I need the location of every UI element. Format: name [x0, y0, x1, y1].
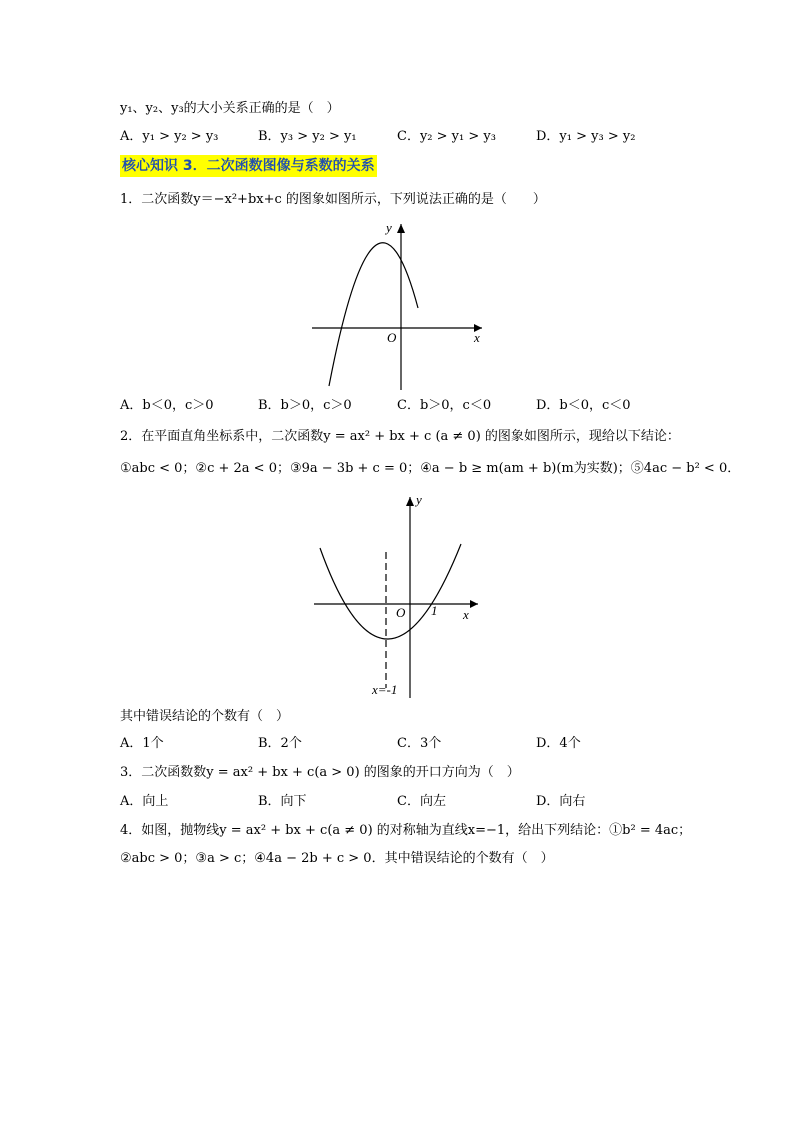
q1-figure — [300, 218, 490, 396]
q4-line-2: ②abc > 0；③a > c；④4a − 2b + c > 0．其中错误结论的个数有（ ） — [120, 851, 554, 866]
q3-option-d: D．向右 — [536, 794, 586, 809]
q2-axis-label: x=-1 — [372, 682, 398, 697]
q2-y-label: y — [416, 494, 422, 507]
section-title: 核心知识 3．二次函数图像与系数的关系 — [120, 155, 377, 177]
q1-option-b: B．b＞0，c＞0 — [258, 398, 352, 413]
q2-parabola — [320, 544, 461, 639]
q2-question: 其中错误结论的个数有（ ） — [120, 709, 290, 724]
q2-x-arrow — [470, 600, 478, 608]
q2-y-arrow — [406, 497, 414, 506]
q1-option-d: D．b＜0，c＜0 — [536, 398, 631, 413]
q2-conclusions: ①abc < 0；②c + 2a < 0；③9a − 3b + c = 0；④a − b ≥ m(am + b)(m为实数)；⑤4ac − b² < 0． — [120, 461, 741, 476]
q1-origin-label: O — [387, 330, 397, 345]
q1-y-arrow — [397, 224, 405, 233]
q2-option-b: B．2个 — [258, 736, 302, 751]
q1-parabola — [329, 243, 418, 386]
q2-option-d: D．4个 — [536, 736, 581, 751]
q2-option-a: A．1个 — [120, 736, 164, 751]
q0-option-c: C．y₂ > y₁ > y₃ — [397, 129, 496, 144]
q1-stem: 1．二次函数y＝−x²+bx+c 的图象如图所示，下列说法正确的是（ ） — [120, 192, 546, 207]
q1-option-c: C．b＞0，c＜0 — [397, 398, 492, 413]
q2-option-c: C．3个 — [397, 736, 442, 751]
q2-origin-label: O — [396, 605, 406, 620]
q2-figure — [306, 494, 488, 700]
q3-option-a: A．向上 — [120, 794, 169, 809]
q1-option-a: A．b＜0，c＞0 — [120, 398, 214, 413]
q3-option-c: C．向左 — [397, 794, 446, 809]
q2-one-label: 1 — [431, 603, 438, 618]
q3-stem: 3．二次函数数y = ax² + bx + c(a > 0) 的图象的开口方向为（ ） — [120, 765, 520, 780]
q0-option-b: B．y₃ > y₂ > y₁ — [258, 129, 357, 144]
q2-stem: 2．在平面直角坐标系中，二次函数y = ax² + bx + c (a ≠ 0) 的图象如图所示，现给以下结论： — [120, 429, 680, 444]
q4-line-1: 4．如图，抛物线y = ax² + bx + c(a ≠ 0) 的对称轴为直线x=−1，给出下列结论：①b² = 4ac； — [120, 823, 692, 838]
q2-x-label: x — [463, 607, 469, 622]
q0-option-a: A．y₁ > y₂ > y₃ — [120, 129, 219, 144]
q1-x-label: x — [474, 330, 480, 345]
q1-y-label: y — [386, 220, 392, 235]
q3-option-b: B．向下 — [258, 794, 307, 809]
q0-option-d: D．y₁ > y₃ > y₂ — [536, 129, 636, 144]
q0-stem: y₁、y₂、y₃的大小关系正确的是（ ） — [120, 101, 340, 116]
